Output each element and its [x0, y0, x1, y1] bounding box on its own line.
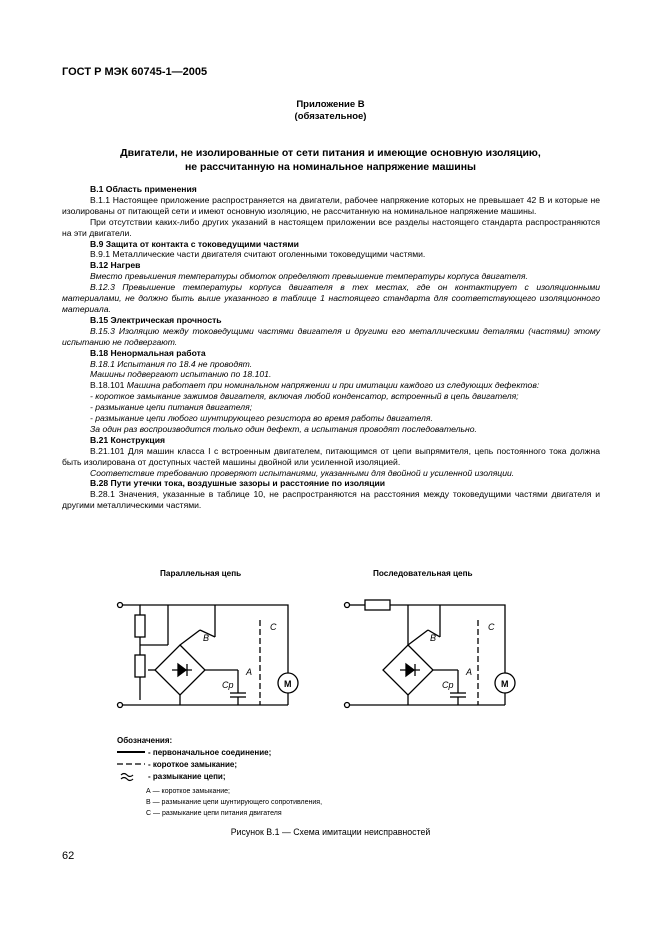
legend-title: Обозначения: [117, 736, 173, 745]
annex-status: (обязательное) [294, 111, 367, 122]
paragraph: В.18.1 Испытания по 18.4 не проводят. [90, 358, 253, 369]
series-circuit [345, 600, 516, 708]
figure-caption: Рисунок В.1 — Схема имитации неисправностей [230, 827, 431, 837]
parallel-circuit [118, 603, 299, 708]
label-cp-right: Cp [442, 680, 454, 690]
label-a-left: A [246, 667, 253, 677]
section-heading: В.18 Ненормальная работа [90, 347, 206, 358]
legend-item: - размыкание цепи; [148, 772, 226, 781]
paragraph: В.21.101 Для машин класса I с встроенным двигателем, питающимся от цепи выпрямителя, цепь постоянного тока должна быть изолирована от доступных частей машины двойной или усиленной изоляцией. [62, 445, 600, 467]
legend-items [148, 747, 271, 783]
annex-title: Приложение В [296, 99, 365, 110]
paragraph: В.15.3 Изоляцию между токоведущими частями двигателя и другими его металлическими деталями (частями) этому испытанию не подвергают. [62, 325, 600, 347]
legend-note: А — короткое замыкание; [146, 788, 230, 795]
legend-item: - первоначальное соединение; [148, 748, 272, 757]
label-c-right: C [488, 622, 495, 632]
paragraph: В.28.1 Значения, указанные в таблице 10, не распространяются на расстояния между токоведущими частями двигателя и другими металлическими частями. [62, 489, 600, 511]
document-header: ГОСТ Р МЭК 60745-1—2005 [62, 66, 208, 78]
label-b-left: B [203, 633, 210, 643]
label-cp-left: Cp [222, 680, 234, 690]
title-line-2: не рассчитанную на номинальное напряжение машины [184, 161, 477, 173]
legend-symbols [117, 748, 147, 784]
paragraph: В.1.1 Настоящее приложение распространяется на двигатели, рабочее напряжение которых не превышает 42 В и которые не изолированы от питающей сети и имеют основную изоляцию, не рассчитанную на номинальное напряжение машины. [62, 194, 600, 216]
label-a-right: A [466, 667, 473, 677]
paragraph: Машины подвергают испытанию по 18.101. [90, 369, 272, 380]
wave-symbol [121, 774, 133, 781]
section-heading: В.12 Нагрев [90, 260, 141, 271]
label-c-left: C [270, 622, 277, 632]
left-circuit-caption: Параллельная цепь [160, 569, 242, 578]
body-text [62, 184, 600, 511]
section-heading: В.28 Пути утечки тока, воздушные зазоры и расстояние по изоляции [90, 478, 386, 489]
legend-note: С — размыкание цепи питания двигателя [146, 810, 282, 817]
legend-notes [146, 786, 322, 819]
paragraph: В.9.1 Металлические части двигателя считают оголенными токоведущими частями. [90, 249, 426, 260]
right-circuit-caption: Последовательная цепь [373, 569, 473, 578]
section-heading: В.21 Конструкция [90, 434, 166, 445]
page-number: 62 [62, 850, 75, 862]
section-heading: В.9 Защита от контакта с токоведущими частями [90, 238, 299, 249]
paragraph: Вместо превышения температуры обмоток определяют превышение температуры корпуса двигателя. [90, 271, 528, 282]
paragraph: В.12.3 Превышение температуры корпуса двигателя в тех местах, где он контактирует с изоляционными материалами, не должно быть выше указанного в таблице 1 настоящего стандарта для соответствующего изоляционного материала. [62, 282, 600, 314]
list-item: - размыкание цепи любого шунтирующего резистора во время работы двигателя. [90, 413, 433, 424]
annex-heading [0, 99, 661, 123]
motor-symbol-left: M [284, 679, 292, 689]
paragraph-tail: Машина работает при номинальном напряжении и при имитации каждого из следующих дефектов: [126, 380, 540, 391]
list-item: - размыкание цепи питания двигателя; [90, 402, 253, 413]
title-line-1: Двигатели, не изолированные от сети питания и имеющие основную изоляцию, [120, 147, 541, 159]
label-b-right: B [430, 633, 437, 643]
section-heading: В.1 Область применения [90, 184, 197, 194]
list-item: - короткое замыкание зажимов двигателя, включая любой конденсатор, встроенный в цепь двигателя; [90, 391, 519, 402]
legend-note: В — размыкание цепи шунтирующего сопротивления, [146, 799, 323, 806]
legend-item: - короткое замыкание; [148, 760, 238, 769]
document-title [0, 146, 661, 174]
paragraph: За один раз воспроизводится только один дефект, а испытания проводят последовательно. [90, 423, 477, 434]
circuit-diagram [0, 585, 661, 725]
motor-symbol-right: M [501, 679, 509, 689]
section-heading: В.15 Электрическая прочность [90, 314, 222, 325]
paragraph: В.18.101 Машина работает при номинальном напряжении и при имитации каждого из следующих дефектов: [90, 380, 540, 391]
paragraph: При отсутствии каких-либо других указаний в настоящем приложении все разделы настоящего стандарта распространяются на эти двигатели. [62, 216, 600, 238]
paragraph: Соответствие требованию проверяют испытаниями, указанными для двойной и усиленной изоляции. [90, 467, 515, 478]
